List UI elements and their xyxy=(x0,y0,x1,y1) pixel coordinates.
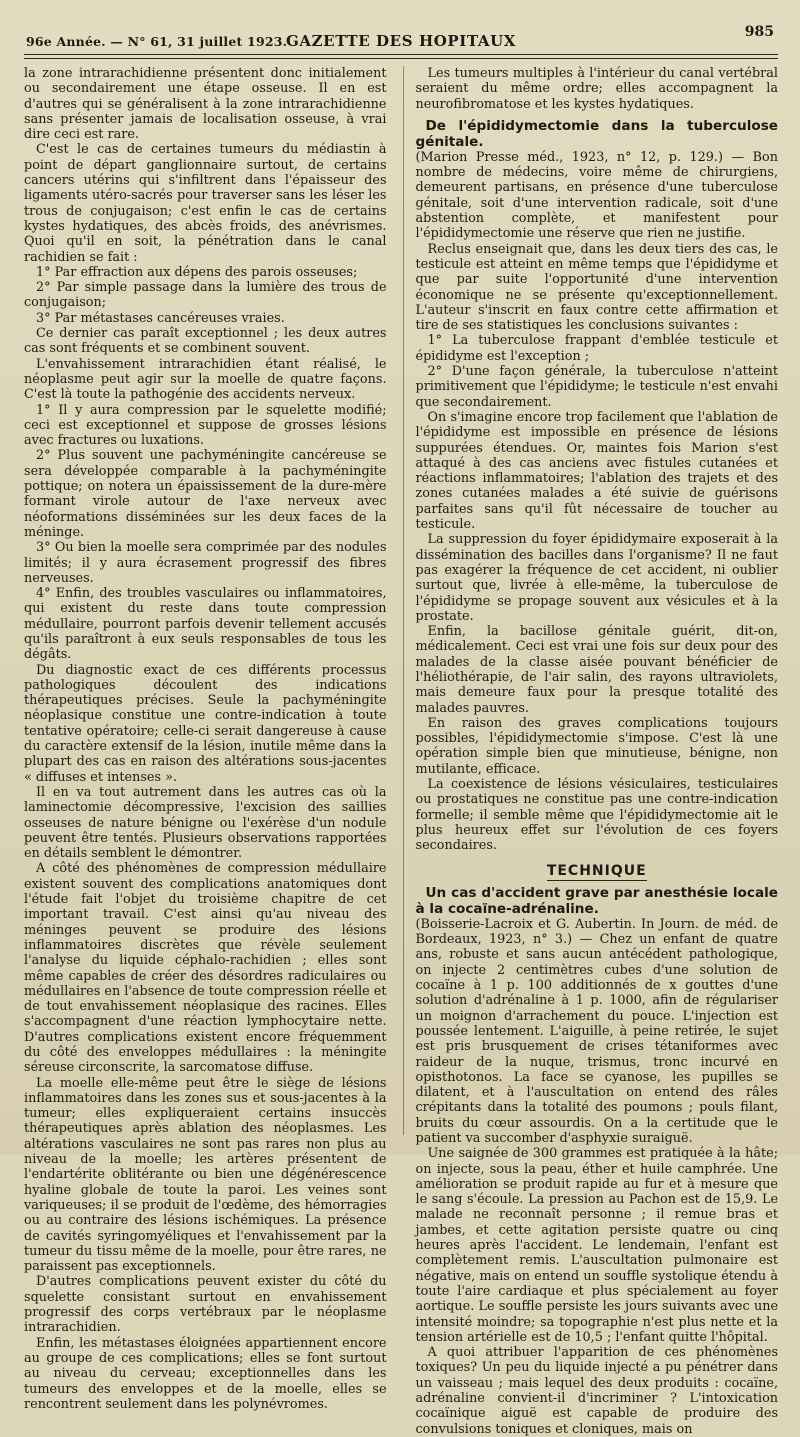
article-reference-paragraph xyxy=(416,917,779,1146)
paragraph: D'autres complications peuvent exister du côté du squelette consistant surtout en envahissement progressif des corps vertébraux par le néoplasme intrarachidien. xyxy=(24,1274,387,1336)
journal-title: GAZETTE DES HOPITAUX xyxy=(285,32,516,50)
section-heading-text: TECHNIQUE xyxy=(546,862,647,879)
article-reference: (Boisserie-Lacroix et G. Aubertin. In Journ. de méd. de Bordeaux, 1923, n° 3.) — xyxy=(415,916,779,948)
paragraph: L'envahissement intrarachidien étant réalisé, le néoplasme peut agir sur la moelle de quatre façons. C'est là toute la pathogénie des accidents nerveux. xyxy=(24,356,387,403)
right-column xyxy=(412,66,779,1437)
paragraph: Les tumeurs multiples à l'intérieur du canal vertébral seraient du même ordre; elles accompagnent la neurofibromatose et les kystes hydatiques. xyxy=(415,66,779,112)
list-item: 2° D'une façon générale, la tuberculose n'atteint primitivement que l'épididyme; le testicule n'est envahi que secondairement. xyxy=(415,364,779,410)
article-title: Un cas d'accident grave par anesthésie locale à la cocaïne-adrénaline. xyxy=(415,884,779,917)
paragraph: Enfin, les métastases éloignées appartiennent encore au groupe de ces complications; elles se font surtout au niveau du cerveau; exceptionnelles dans les tumeurs des enveloppes et de la moelle, elles se rencontrent seulement dans les polynévromes. xyxy=(24,1335,387,1412)
issue-line: 96e Année. — N° 61, 31 juillet 1923. xyxy=(26,34,288,49)
paragraph: La coexistence de lésions vésiculaires, testiculaires ou prostatiques ne constitue pas une contre-indication formelle; il semble même que l'épididymectomie ait le plus heureux effet sur l'évolution de ces foyers secondaires. xyxy=(415,777,779,854)
paragraph: En raison des graves complications toujours possibles, l'épididymectomie s'impose. C'est là une opération simple bien que minutieuse, bénigne, non mutilante, efficace. xyxy=(415,715,779,777)
section-heading xyxy=(416,864,779,879)
paragraph: La suppression du foyer épididymaire exposerait à la dissémination des bacilles dans l'organisme? Il ne faut pas exagérer la fréquence de cet accident, ni oublier surtout que, livrée à elle-même, la tuberculose de l'épididyme se propage souvent aux vésicules et à la prostate. xyxy=(415,532,779,624)
paragraph: C'est le cas de certaines tumeurs du médiastin à point de départ ganglionnaire surtout, de certains cancers utérins qui s'infiltrent dans l'épaisseur des ligaments utéro-sacrés pour traverser sans les léser les trous de conjugaison; c'est enfin le cas de certains kystes hydatiques, des abcès froids, des anévrismes. Quoi qu'il en soit, la pénétration dans le canal rachidien se fait : xyxy=(24,142,387,265)
paragraph: On s'imagine encore trop facilement que l'ablation de l'épididyme est impossible en présence de lésions suppurées étendues. Or, maintes fois Marion s'est attaqué à des cas anciens avec fistules cutanées et réactions inflammatoires; l'ablation des trajets et des zones cutanées malades a été suivie de guérisons parfaites sans qu'il fût nécessaire de toucher au testicule. xyxy=(415,409,779,533)
paragraph-text: Bon nombre de médecins, voire même de chirurgiens, demeurent partisans, en présence d'une tuberculose génitale, soit d'une intervention radicale, soit d'une abstention complète, et manifestent pour l'épididymectomie une réserve que rien ne justifie. xyxy=(415,149,779,242)
paragraph: A côté des phénomènes de compression médullaire existent souvent des complications anatomiques dont l'étude fait l'objet du troisième chapitre de cet important travail. C'est ainsi qu'au niveau des méninges peuvent se produire des lésions inflammatoires discrètes que révèle seulement l'analyse du liquide céphalo-rachidien ; elles sont même capables de créer des désordres radiculaires ou médullaires en l'absence de toute compression réelle et de tout envahissement néoplasique des racines. Elles s'accompagnent d'une réaction lymphocytaire nette. D'autres complications existent encore fréquemment du côté des enveloppes médullaires : la méningite séreuse circonscrite, la sarcomatose diffuse. xyxy=(24,861,387,1076)
article-title: De l'épididymectomie dans la tuberculose génitale. xyxy=(415,117,779,150)
article-reference-paragraph xyxy=(416,150,779,242)
list-item: 1° Par effraction aux dépens des parois osseuses; xyxy=(36,264,358,280)
paragraph: Il en va tout autrement dans les autres cas où la laminectomie décompressive, l'excision des saillies osseuses de nature bénigne ou l'exérèse d'un nodule peuvent être tentés. Plusieurs observations rapportées en détails semblent le démontrer. xyxy=(24,784,387,862)
paragraph: Enfin, la bacillose génitale guérit, dit-on, médicalement. Ceci est vrai une fois sur deux pour des malades de la classe aisée pouvant bénéficier de l'héliothérapie, de l'air salin, des rayons ultraviolets, mais demeure faux pour la presque totalité des malades pauvres. xyxy=(415,624,779,716)
paragraph: Du diagnostic exact de ces différents processus pathologiques découlent des indications thérapeutiques précises. Seule la pachyméningite néoplasique constitue une contre-indication à toute tentative opératoire; celle-ci serait dangereuse à cause du caractère extensif de la lésion, inutile même dans la plupart des cas en raison des altérations sous-jacentes « diffuses et intenses ». xyxy=(24,662,387,785)
paragraph: Ce dernier cas paraît exceptionnel ; les deux autres cas sont fréquents et se combinent souvent. xyxy=(24,326,387,357)
header-rule xyxy=(24,54,778,55)
list-item: 1° Il y aura compression par le squelette modifié; ceci est exceptionnel et suppose de grosses lésions avec fractures ou luxations. xyxy=(24,402,387,449)
article-reference: (Marion Presse méd., 1923, n° 12, p. 129.) — xyxy=(415,149,745,165)
list-item: 3° Par métastases cancéreuses vraies. xyxy=(36,310,285,326)
list-item: 2° Plus souvent une pachyméningite cancéreuse se sera développée comparable à la pachyméningite pottique; on notera un épaississement de la dure-mère formant virole autour de l'axe nerveux avec néoformations disséminées sur les deux faces de la méninge. xyxy=(24,448,387,540)
left-column xyxy=(24,66,395,1412)
paragraph: la zone intrarachidienne présentent donc initialement ou secondairement une étape osseuse. Il en est d'autres qui se généralisent à la zone intrarachidienne sans présenter jamais de localisation osseuse, à vrai dire ceci est rare. xyxy=(24,66,387,143)
page-number: 985 xyxy=(744,24,774,40)
list-item: 2° Par simple passage dans la lumière des trous de conjugaison; xyxy=(24,280,387,311)
header-rule-thin xyxy=(24,58,778,59)
paragraph: Reclus enseignait que, dans les deux tiers des cas, le testicule est atteint en même temps que l'épididyme et que par suite l'opportunité d'une intervention économique ne se présente qu'exceptionnellement. L'auteur s'inscrit en faux contre cette affirmation et tire de ses statistiques les conclusions suivantes : xyxy=(415,241,779,334)
paragraph-text: Chez un enfant de quatre ans, robuste et sans aucun antécédent pathologique, on injecte 2 centimètres cubes d'une solution de cocaïne à 1 p. 100 additionnés de x gouttes d'une solution d'adrénaline à 1 p. 1000, afin de régulariser un moignon d'arrachement du pouce. L'injection est poussée lentement. L'aiguille, à peine retirée, le sujet est pris brusquement de crises tétaniformes avec raideur de la nuque, trismus, tronc incurvé en opisthotonos. La face se cyanose, les pupilles se dilatent, et à l'auscultation on entend des râles crépitants dans la totalité des poumons ; pouls filant, bruits du cœur assourdis. On a la certitude que le patient va succomber d'asphyxie suraiguë. xyxy=(415,932,779,1146)
list-item: 1° La tuberculose frappant d'emblée testicule et épididyme est l'exception ; xyxy=(415,333,779,364)
page-header xyxy=(24,14,778,50)
paragraph: Une saignée de 300 grammes est pratiquée à la hâte; on injecte, sous la peau, éther et huile camphrée. Une amélioration se produit rapide au fur et à mesure que le sang s'écoule. La pression au Pachon est de 15,9. Le malade ne reconnaît personne ; il remue bras et jambes, et cette agitation persiste quatre ou cinq heures après l'accident. Le lendemain, l'enfant est complètement remis. L'auscultation pulmonaire est négative, mais on entend un souffle systolique étendu à toute l'aire cardiaque et plus spécialement au foyer aortique. Le souffle persiste les jours suivants avec une intensité moindre; sa topographie n'est plus nette et la tension artérielle est de 10,5 ; l'enfant quitte l'hôpital. xyxy=(415,1146,779,1345)
paragraph: A quoi attribuer l'apparition de ces phénomènes toxiques? Un peu du liquide injecté a pu pénétrer dans un vaisseau ; mais lequel des deux produits : cocaïne, adrénaline convient-il d'incriminer ? L'intoxication cocaïnique aiguë est capable de produire des convulsions toniques et cloniques, mais on xyxy=(415,1345,779,1437)
text-columns xyxy=(24,66,779,1437)
paragraph: La moelle elle-même peut être le siège de lésions inflammatoires dans les zones sus et sous-jacentes à la tumeur; elles expliqueraient certains insuccès thérapeutiques après ablation des néoplasmes. Les altérations vasculaires ne sont pas rares non plus au niveau de la moelle; les artères présentent de l'endartérite oblitérante ou bien une dégénérescence hyaline globale de toute la paroi. Les veines sont variqueuses; il se produit de l'œdème, des hémorragies ou au contraire des lésions ischémiques. La présence de cavités syringomyéliques et l'envahissement par la tumeur du tissu même de la moelle, pour être rares, ne paraissent pas exceptionnels. xyxy=(24,1075,387,1275)
list-item: 4° Enfin, des troubles vasculaires ou inflammatoires, qui existent du reste dans toute compression médullaire, pourront parfois devenir tellement accusés qu'ils paraîtront à eux seuls responsables de tous les dégâts. xyxy=(24,586,387,663)
list-item: 3° Ou bien la moelle sera comprimée par des nodules limités; il y aura écrasement progressif des fibres nerveuses. xyxy=(24,540,387,586)
column-divider xyxy=(403,66,404,1135)
